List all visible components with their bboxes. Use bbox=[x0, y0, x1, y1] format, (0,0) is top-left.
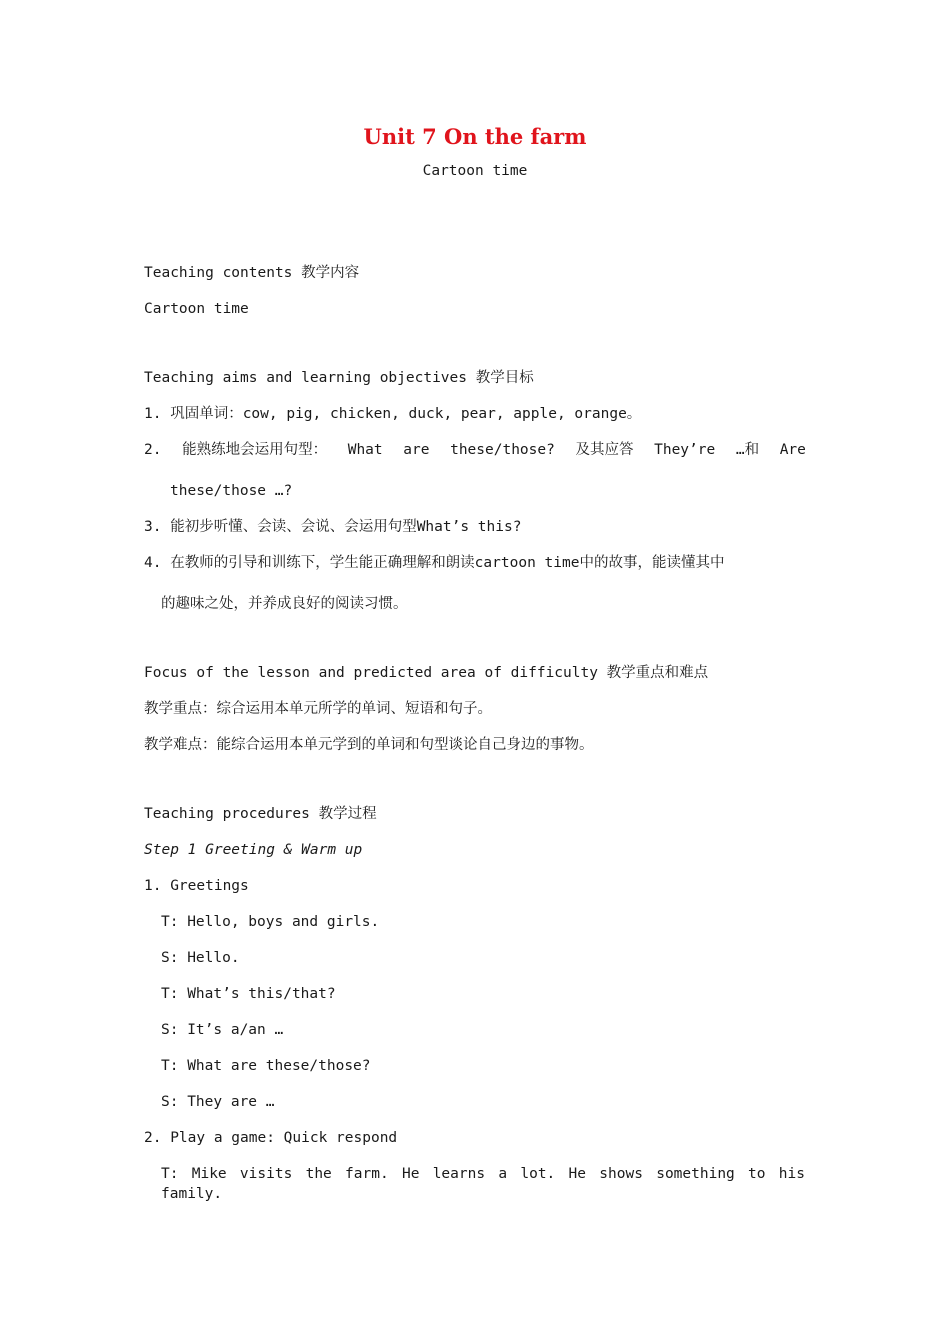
dialogue-line: S: They are … bbox=[161, 1094, 275, 1110]
focus-difficulty: 教学难点：能综合运用本单元学到的单词和句型谈论自己身边的事物。 bbox=[144, 737, 594, 753]
aim-item-2-part: 2. bbox=[144, 442, 162, 458]
dialogue-line: S: Hello. bbox=[161, 950, 240, 966]
document-title: Unit 7 On the farm bbox=[363, 124, 587, 149]
aim-item-2-part: 及其应答 bbox=[575, 442, 634, 458]
contents-text: Cartoon time bbox=[144, 301, 249, 317]
aim-item-1: 1. 巩固单词：cow, pig, chicken, duck, pear, apple, orange。 bbox=[144, 406, 642, 422]
dialogue-line: S: It’s a/an … bbox=[161, 1022, 284, 1038]
contents-heading: Teaching contents 教学内容 bbox=[144, 265, 360, 281]
document-subtitle: Cartoon time bbox=[422, 163, 528, 179]
greetings-item: 1. Greetings bbox=[144, 878, 249, 894]
focus-heading: Focus of the lesson and predicted area of difficulty 教学重点和难点 bbox=[144, 665, 709, 681]
aim-item-4: 4. 在教师的引导和训练下，学生能正确理解和朗读cartoon time中的故事，能读懂其中 bbox=[144, 555, 725, 571]
aim-item-3: 3. 能初步听懂、会读、会说、会运用句型What’s this? bbox=[144, 519, 522, 535]
aim-item-4-continued: 的趣味之处，并养成良好的阅读习惯。 bbox=[161, 596, 408, 612]
aim-item-2-part: Are bbox=[779, 442, 806, 458]
focus-key-points: 教学重点：综合运用本单元所学的单词、短语和句子。 bbox=[144, 701, 492, 717]
aim-item-2-part: …和 bbox=[735, 442, 760, 458]
aim-item-2-part: 能熟练地会运用句型： bbox=[182, 442, 328, 458]
aim-item-2 bbox=[144, 440, 806, 460]
aim-item-2-part: are bbox=[403, 442, 430, 458]
dialogue-line: T: What are these/those? bbox=[161, 1058, 371, 1074]
step-1-heading: Step 1 Greeting & Warm up bbox=[144, 842, 363, 858]
game-text: T: Mike visits the farm. He learns a lot. He shows something to his family. bbox=[161, 1166, 805, 1202]
aim-item-2-continued: these/those …? bbox=[170, 483, 293, 499]
aim-item-2-part: They’re bbox=[654, 442, 716, 458]
aim-item-2-part: these/those? bbox=[450, 442, 555, 458]
procedures-heading: Teaching procedures 教学过程 bbox=[144, 806, 377, 822]
dialogue-line: T: Hello, boys and girls. bbox=[161, 914, 380, 930]
game-item: 2. Play a game: Quick respond bbox=[144, 1130, 398, 1146]
aim-item-2-part: What bbox=[347, 442, 383, 458]
aims-heading: Teaching aims and learning objectives 教学目标 bbox=[144, 370, 534, 386]
dialogue-line: T: What’s this/that? bbox=[161, 986, 336, 1002]
